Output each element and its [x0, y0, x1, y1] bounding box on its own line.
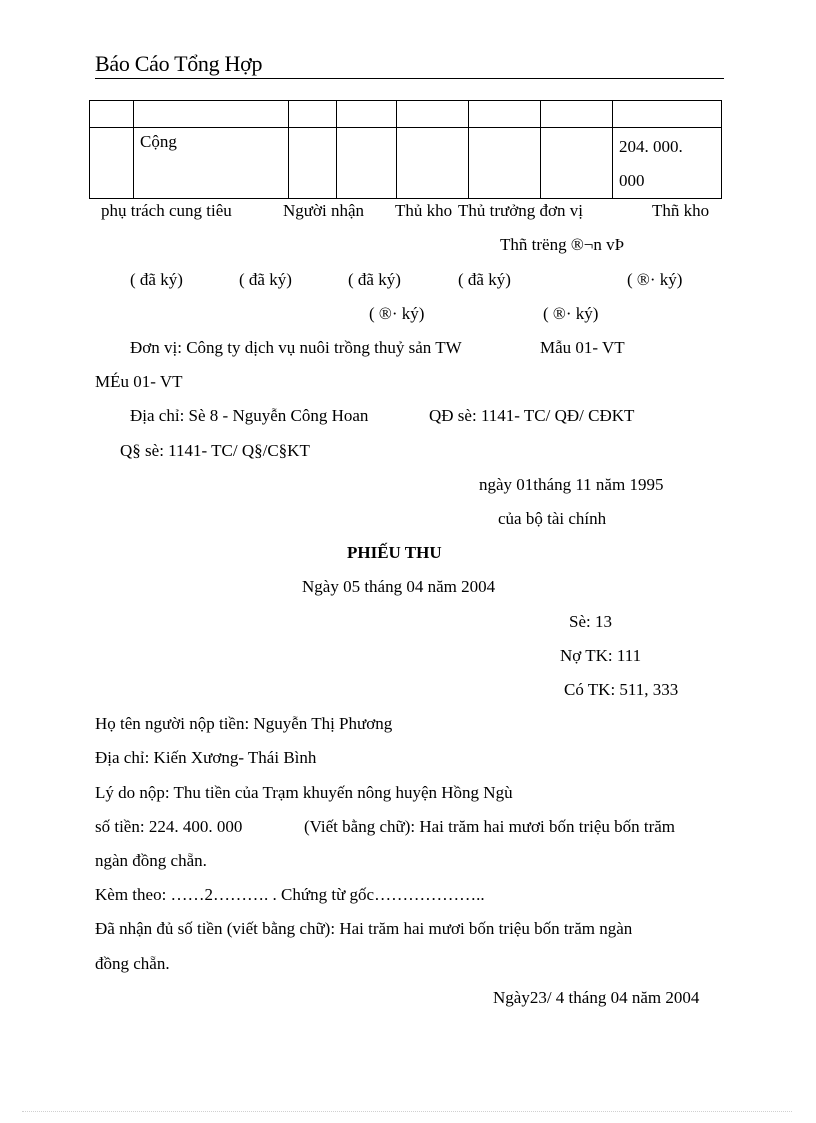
decision-number-garbled: Q§ sè: 1141- TC/ Q§/C§KT: [120, 441, 310, 460]
sig-storekeeper-garbled-label: Thñ kho: [652, 201, 710, 220]
signing-date: Ngày23/ 4 tháng 04 năm 2004: [493, 988, 700, 1007]
total-value-line1: 204. 000.: [619, 137, 683, 156]
payment-amount: số tiền: 224. 400. 000: [95, 817, 243, 836]
total-value: [613, 128, 721, 198]
sig-procurement-label: phụ trách cung tiêu: [101, 201, 232, 220]
total-value-line2: 000: [619, 171, 645, 190]
debit-account: Nợ TK: 111: [560, 646, 642, 665]
amount-in-words: (Viết bằng chữ): Hai trăm hai mươi bốn triệu bốn trăm: [304, 817, 676, 836]
form-number: Mẫu 01- VT: [540, 338, 625, 357]
credit-account: Có TK: 511, 333: [564, 680, 679, 699]
table-row-total: [90, 128, 722, 199]
org-unit-line: Đơn vị: Công ty dịch vụ nuôi trồng thuỷ sản TW: [130, 338, 462, 357]
receipt-title: PHIẾU THU: [347, 543, 442, 562]
page-bottom-divider: [22, 1111, 792, 1112]
report-header-title: Báo Cáo Tổng Hợp: [95, 51, 263, 76]
signed-mark: ( ®· ký): [369, 304, 425, 323]
signed-mark: ( ®· ký): [627, 270, 683, 289]
signed-mark: ( đã ký): [348, 270, 401, 289]
form-number-garbled: MÉu 01- VT: [95, 372, 183, 391]
receipt-number: Sè: 13: [569, 612, 612, 631]
payer-address: Địa chỉ: Kiến Xương- Thái Bình: [95, 748, 317, 767]
signed-mark: ( đã ký): [239, 270, 292, 289]
received-in-words-cont: đồng chẵn.: [95, 954, 170, 973]
decision-issuer: của bộ tài chính: [498, 509, 607, 528]
payer-name: Họ tên người nộp tiền: Nguyễn Thị Phương: [95, 714, 393, 733]
received-in-words: Đã nhận đủ số tiền (viết bằng chữ): Hai trăm hai mươi bốn triệu bốn trăm ngàn: [95, 919, 633, 938]
amount-in-words-cont: ngàn đồng chẵn.: [95, 851, 207, 870]
decision-date: ngày 01tháng 11 năm 1995: [479, 475, 664, 494]
signed-mark: ( đã ký): [458, 270, 511, 289]
summary-table: [89, 100, 722, 199]
sig-storekeeper-label: Thủ kho: [395, 201, 453, 220]
sig-receiver-label: Người nhận: [283, 201, 364, 220]
org-address: Địa chỉ: Sè 8 - Nguyễn Công Hoan: [130, 406, 369, 425]
payment-reason: Lý do nộp: Thu tiền của Trạm khuyến nông huyện Hồng Ngù: [95, 783, 513, 802]
receipt-date: Ngày 05 tháng 04 năm 2004: [302, 577, 496, 596]
header-rule: [95, 78, 724, 79]
signed-mark: ( đã ký): [130, 270, 183, 289]
attached-documents: Kèm theo: ……2………. . Chứng từ gốc………………..: [95, 885, 485, 904]
signed-mark: ( ®· ký): [543, 304, 599, 323]
total-label: Cộng: [140, 132, 177, 151]
table-row: [90, 101, 722, 128]
sig-unit-head-garbled-label: Thñ trëng ®¬n vÞ: [500, 235, 625, 254]
sig-unit-head-label: Thủ trưởng đơn vị: [458, 201, 583, 220]
decision-number: QĐ sè: 1141- TC/ QĐ/ CĐKT: [429, 406, 635, 425]
